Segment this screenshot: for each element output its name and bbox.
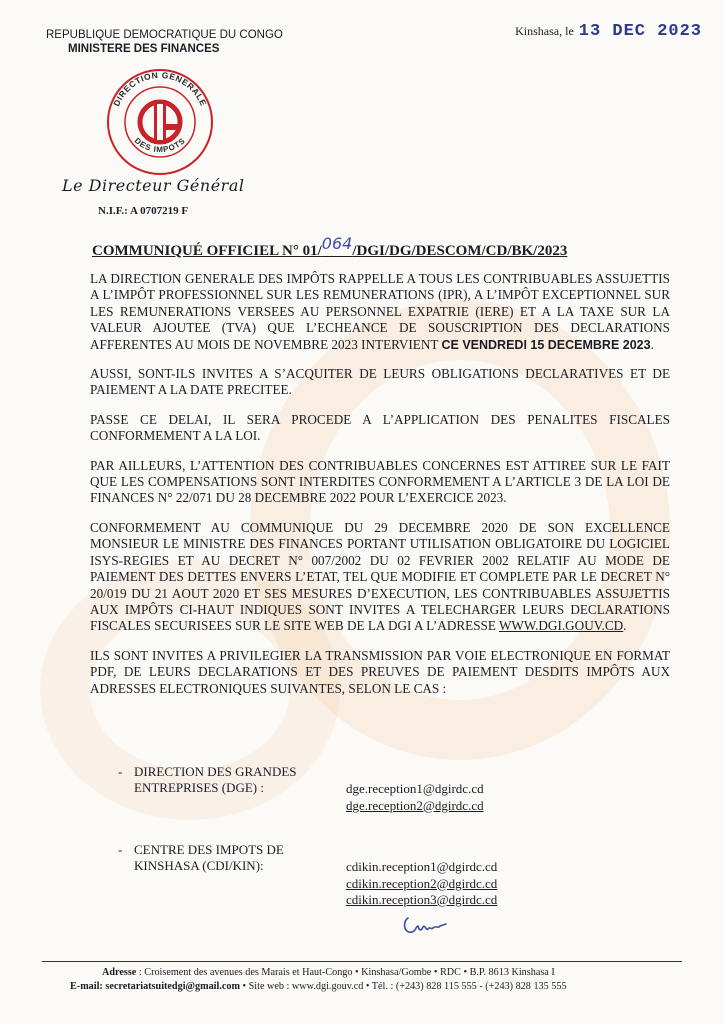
contact-cdi-emails [346,859,497,909]
paragraph-compensations: PAR AILLEURS, L’ATTENTION DES CONTRIBUABLES CONCERNES EST ATTIREE SUR LE FAIT QUE LES COMPENSATIONS SONT INTERDITES CONFORMEMENT A L’ARTICLE 3 DE LA LOI DE FINANCES N° 22/071 DU 28 DECEMBRE 2022 POUR L’EXERCICE 2023. [90,457,670,506]
deadline-date: CE VENDREDI 15 DECEMBRE 2023 [441,337,651,352]
footer-address [102,966,700,980]
footer-email: E-mail: secretariatsuitedgi@gmail.com [70,981,240,992]
footer-address-label: Adresse [102,967,137,978]
contact-cdi-name [134,842,334,909]
paragraph-electronic-transmission: ILS SONT INVITES A PRIVILEGIER LA TRANSMISSION PAR VOIE ELECTRONIQUE EN FORMAT PDF, DE LEURS DECLARATIONS ET DES PREUVES DE PAIEMENT DESDITS IMPÔTS AUX ADRESSES ELECTRONIQUES SUIVANTES, SELON LE CAS : [90,647,670,696]
footer [70,966,700,994]
communique-handwritten-number: 064 [321,234,353,253]
nif-number: N.I.F.: A 0707219 F [98,205,189,217]
dgi-website-link[interactable]: WWW.DGI.GOUV.CD [498,618,624,634]
contact-cdi-name-line1: CENTRE DES IMPOTS DE [134,842,284,857]
email-dge-2[interactable]: dge.reception2@dgirdc.cd [346,797,484,813]
list-bullet: - [118,764,123,779]
footer-web-phone: • Site web : www.dgi.gouv.cd • Tél. : (+243) 828 115 555 - (+243) 828 135 555 [239,981,567,992]
paragraph-obligations: AUSSI, SONT-ILS INVITES A S’ACQUITER DE LEURS OBLIGATIONS DECLARATIVES ET DE PAIEMENT A LA DATE PRECITEE. [90,366,670,398]
contact-dge-name [134,764,334,814]
country-name: REPUBLIQUE DEMOCRATIQUE DU CONGO [46,29,283,41]
email-cdi-3[interactable]: cdikin.reception3@dgirdc.cd [346,892,498,907]
paragraph-penalties: PASSE CE DELAI, IL SERA PROCEDE A L’APPLICATION DES PENALITES FISCALES CONFORMEMENT A LA LOI. [90,411,670,444]
date-line [515,22,702,41]
list-bullet: - [118,842,123,857]
communique-body [90,271,670,710]
footer-address-text: : Croisement des avenues des Marais et Haut-Congo • Kinshasa/Gombe • RDC • B.P. 8613 Kinshasa I [136,967,555,978]
contact-dge-name-line2: ENTREPRISES (DGE) : [134,779,264,795]
date-stamp: 13 DEC 2023 [578,22,702,41]
paragraph-isys-regies [90,520,670,635]
svg-text:DIRECTION GENERALE: DIRECTION GENERALE [111,69,209,108]
paragraph-deadline [90,271,670,353]
communique-title [92,234,568,260]
contact-dge [118,764,618,814]
contact-cdi-name-line2: KINSHASA (CDI/KIN): [134,857,264,873]
communique-suffix: /DGI/DG/DESCOM/CD/BK/2023 [352,243,568,259]
paragraph-deadline-end: . [650,336,654,352]
footer-contacts [70,980,700,994]
email-cdi-2[interactable]: cdikin.reception2@dgirdc.cd [346,875,498,891]
paragraph-deadline-text: LA DIRECTION GENERALE DES IMPÔTS RAPPELLE A TOUS LES CONTRIBUABLES ASSUJETTIS A L’IMPÔT PROFESSIONNEL SUR LES REMUNERATIONS (IPR), A L’IMPÔT EXCEPTIONNEL SUR LES REMUNERATIONS VERSEES AU PERSONNEL EXPATRIE (IERE) ET A LA TAXE SUR LA VALEUR AJOUTEE (TVA) QUE L’ECHEANCE DE SOUSCRIPTION DES DECLARATIONS AFFERENTES AU MOIS DE NOVEMBRE 2023 INTERVIENT [90,271,670,352]
contact-list [118,764,618,909]
communique-prefix: COMMUNIQUÉ OFFICIEL N° 01/ [92,243,322,259]
paragraph-isys-regies-end: . [623,618,627,634]
letterhead [46,28,283,56]
contact-cdi-kin [118,842,618,909]
email-dge-1[interactable]: dge.reception1@dgirdc.cd [346,781,484,796]
email-cdi-1[interactable]: cdikin.reception1@dgirdc.cd [346,859,498,874]
footer-divider [42,961,682,962]
svg-text:DES IMPOTS: DES IMPOTS [132,136,188,155]
paragraph-isys-regies-text: CONFORMEMENT AU COMMUNIQUE DU 29 DECEMBRE 2020 DE SON EXCELLENCE MONSIEUR LE MINISTRE DES FINANCES PORTANT UTILISATION OBLIGATOIRE DU LOGICIEL ISYS-REGIES ET AU DECRET N° 007/2002 DU 02 FEVRIER 2002 RELATIF AU MODE DE PAIEMENT DES DETTES ENVERS L’ETAT, TEL QUE MODIFIE ET COMPLETE PAR LE DECRET N° 20/019 DU 21 AOUT 2020 ET SES MESURES D’EXECUTION, LES CONTRIBUABLES ASSUJETTIS AUX IMPÔTS CI-HAUT INDIQUES SONT INVITES A TELECHARGER LEURS DECLARATIONS FISCALES SECURISEES SUR LE SITE WEB DE LA DGI A L’ADRESSE [90,519,670,634]
dgi-seal-logo [104,66,216,178]
date-place: Kinshasa, le [515,24,574,38]
signature-mark [400,912,452,940]
contact-dge-name-line1: DIRECTION DES GRANDES [134,764,297,779]
ministry-name: MINISTERE DES FINANCES [68,43,220,55]
contact-dge-emails [346,781,484,814]
director-title: Le Directeur Général [62,176,245,195]
